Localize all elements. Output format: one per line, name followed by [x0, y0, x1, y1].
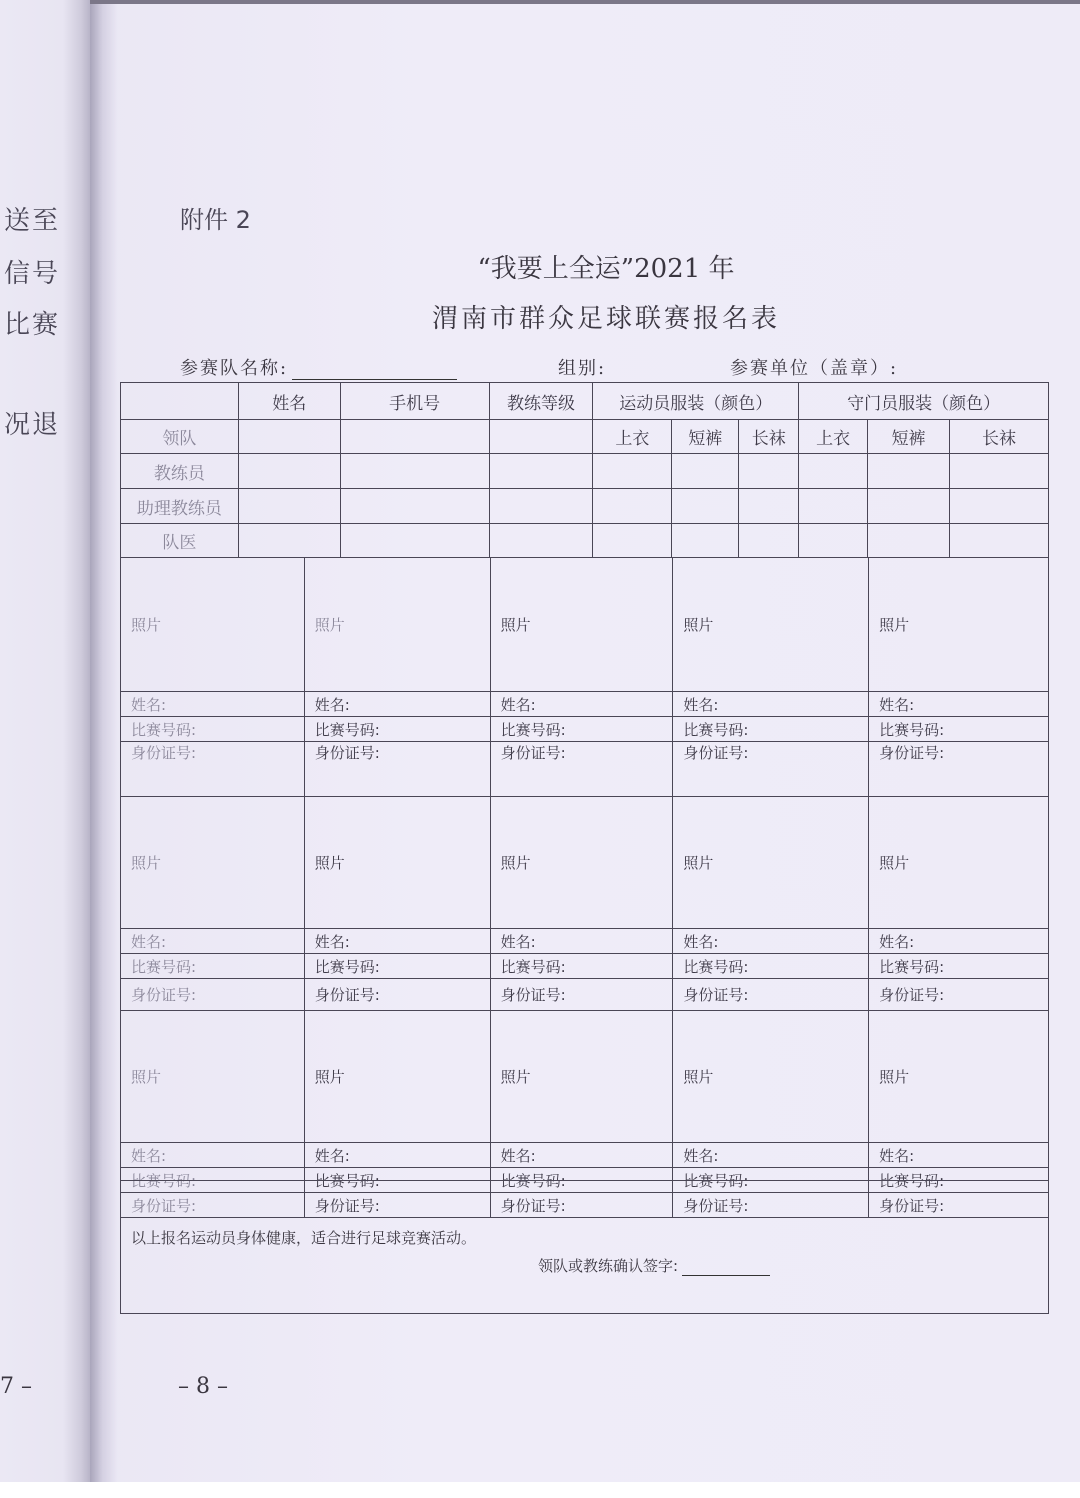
player-name-field[interactable]: 姓名:: [304, 692, 490, 717]
player-name-field[interactable]: 姓名:: [304, 929, 490, 954]
cell[interactable]: [238, 454, 340, 489]
cell[interactable]: [340, 454, 489, 489]
staff-table: [120, 382, 1049, 558]
cell[interactable]: [340, 524, 489, 558]
id-number-field[interactable]: 身份证号:: [121, 1193, 305, 1218]
sub-header-shorts: 短裤: [868, 420, 950, 454]
cell[interactable]: [950, 489, 1049, 524]
photo-cell[interactable]: 照片: [490, 558, 673, 692]
match-number-field[interactable]: 比赛号码:: [869, 1168, 1049, 1193]
cell[interactable]: [593, 524, 672, 558]
signature-blank[interactable]: [682, 1261, 770, 1276]
photo-cell[interactable]: 照片: [673, 797, 869, 929]
match-number-field[interactable]: 比赛号码:: [673, 954, 869, 979]
cell[interactable]: [593, 489, 672, 524]
cell[interactable]: [799, 454, 868, 489]
cell[interactable]: [672, 454, 739, 489]
previous-page-text: 况退: [4, 410, 61, 440]
team-name-label: 参赛队名称:: [180, 358, 289, 379]
header-keeper-kit: 守门员服装（颜色）: [799, 383, 1049, 420]
match-number-field[interactable]: 比赛号码:: [121, 717, 305, 742]
title-line-1: “我要上全运”2021 年: [477, 254, 735, 284]
cell[interactable]: [672, 524, 739, 558]
player-name-field[interactable]: 姓名:: [121, 929, 305, 954]
player-name-field[interactable]: 姓名:: [121, 1143, 305, 1168]
match-number-field[interactable]: 比赛号码:: [121, 1168, 305, 1193]
cell[interactable]: [489, 420, 593, 454]
player-name-field[interactable]: 姓名:: [673, 929, 869, 954]
page-number: – 8 –: [178, 1374, 228, 1399]
sub-header-shorts: 短裤: [672, 420, 739, 454]
photo-cell[interactable]: 照片: [490, 797, 673, 929]
photo-cell[interactable]: 照片: [869, 1011, 1049, 1143]
match-number-field[interactable]: 比赛号码:: [869, 717, 1049, 742]
cell[interactable]: [868, 454, 950, 489]
cell[interactable]: [868, 524, 950, 558]
id-number-field[interactable]: 身份证号:: [673, 979, 869, 1011]
match-number-field[interactable]: 比赛号码:: [121, 954, 305, 979]
id-number-field[interactable]: 身份证号:: [490, 979, 673, 1011]
match-number-field[interactable]: 比赛号码:: [304, 717, 490, 742]
id-number-field[interactable]: 身份证号:: [304, 979, 490, 1011]
photo-cell[interactable]: 照片: [121, 797, 305, 929]
cell[interactable]: [739, 489, 799, 524]
player-name-field[interactable]: 姓名:: [490, 1143, 673, 1168]
header-player-kit: 运动员服装（颜色）: [593, 383, 799, 420]
header-phone: 手机号: [340, 383, 489, 420]
cell[interactable]: [238, 524, 340, 558]
photo-cell[interactable]: 照片: [869, 797, 1049, 929]
row-label-assistant-coach: 助理教练员: [121, 489, 239, 524]
sub-header-shirt: 上衣: [799, 420, 868, 454]
sub-header-shirt: 上衣: [593, 420, 672, 454]
title-line-2: 渭南市群众足球联赛报名表: [431, 304, 780, 334]
id-number-field[interactable]: 身份证号:: [121, 742, 305, 797]
cell[interactable]: [489, 454, 593, 489]
photo-cell[interactable]: 照片: [673, 1011, 869, 1143]
match-number-field[interactable]: 比赛号码:: [673, 1168, 869, 1193]
cell[interactable]: [489, 489, 593, 524]
id-number-field[interactable]: 身份证号:: [490, 1193, 673, 1218]
photo-cell[interactable]: 照片: [121, 1011, 305, 1143]
cell[interactable]: [950, 524, 1049, 558]
row-label-team-doctor: 队医: [121, 524, 239, 558]
id-number-field[interactable]: 身份证号:: [121, 979, 305, 1011]
id-number-field[interactable]: 身份证号:: [490, 742, 673, 797]
player-name-field[interactable]: 姓名:: [869, 929, 1049, 954]
signature-field[interactable]: [538, 1255, 770, 1276]
cell[interactable]: [238, 489, 340, 524]
player-name-field[interactable]: 姓名:: [490, 929, 673, 954]
id-number-field[interactable]: 身份证号:: [869, 742, 1049, 797]
cell[interactable]: [593, 454, 672, 489]
match-number-field[interactable]: 比赛号码:: [673, 717, 869, 742]
match-number-field[interactable]: 比赛号码:: [490, 1168, 673, 1193]
attachment-label: 附件 2: [180, 206, 251, 234]
player-name-field[interactable]: 姓名:: [304, 1143, 490, 1168]
match-number-field[interactable]: 比赛号码:: [490, 717, 673, 742]
cell[interactable]: [799, 524, 868, 558]
confirmation-box: [120, 1180, 1049, 1314]
cell[interactable]: [739, 454, 799, 489]
match-number-field[interactable]: 比赛号码:: [304, 954, 490, 979]
cell[interactable]: [868, 489, 950, 524]
photo-cell[interactable]: 照片: [304, 558, 490, 692]
player-name-field[interactable]: 姓名:: [869, 692, 1049, 717]
player-name-field[interactable]: 姓名:: [121, 692, 305, 717]
player-name-field[interactable]: 姓名:: [490, 692, 673, 717]
group-label: 组别:: [558, 358, 607, 379]
previous-page-text: 送至: [4, 206, 61, 236]
id-number-field[interactable]: 身份证号:: [304, 742, 490, 797]
cell[interactable]: [489, 524, 593, 558]
match-number-field[interactable]: 比赛号码:: [490, 954, 673, 979]
page-gutter-shadow: [90, 0, 118, 1482]
id-number-field[interactable]: 身份证号:: [673, 1193, 869, 1218]
player-name-field[interactable]: 姓名:: [673, 1143, 869, 1168]
photo-cell[interactable]: 照片: [304, 1011, 490, 1143]
header-name: 姓名: [238, 383, 340, 420]
match-number-field[interactable]: 比赛号码:: [869, 954, 1049, 979]
photo-cell[interactable]: 照片: [673, 558, 869, 692]
match-number-field[interactable]: 比赛号码:: [304, 1168, 490, 1193]
player-name-field[interactable]: 姓名:: [869, 1143, 1049, 1168]
cell[interactable]: [950, 454, 1049, 489]
player-name-field[interactable]: 姓名:: [673, 692, 869, 717]
photo-cell[interactable]: 照片: [121, 558, 305, 692]
id-number-field[interactable]: 身份证号:: [304, 1193, 490, 1218]
team-name-blank[interactable]: [292, 361, 457, 380]
cell[interactable]: [799, 489, 868, 524]
previous-page-number: 7 –: [0, 1374, 32, 1399]
id-number-field[interactable]: 身份证号:: [673, 742, 869, 797]
team-name-field[interactable]: [180, 354, 457, 380]
photo-cell[interactable]: 照片: [490, 1011, 673, 1143]
health-statement: 以上报名运动员身体健康，适合进行足球竞赛活动。: [131, 1229, 477, 1247]
row-label-coach: 教练员: [121, 454, 239, 489]
cell[interactable]: [672, 489, 739, 524]
id-number-field[interactable]: 身份证号:: [869, 1193, 1049, 1218]
page-top-edge: [90, 0, 1080, 4]
player-table: [120, 557, 1049, 1218]
sub-header-socks: 长袜: [950, 420, 1049, 454]
cell[interactable]: [739, 524, 799, 558]
unit-stamp-label: 参赛单位（盖章）:: [730, 358, 899, 379]
cell[interactable]: [340, 420, 489, 454]
signature-label: 领队或教练确认签字:: [538, 1257, 679, 1275]
cell[interactable]: [340, 489, 489, 524]
id-number-field[interactable]: 身份证号:: [869, 979, 1049, 1011]
sub-header-socks: 长袜: [739, 420, 799, 454]
previous-page-text: 比赛: [4, 310, 61, 340]
row-label-leader: 领队: [121, 420, 239, 454]
previous-page-text: 信号: [4, 259, 61, 289]
header-coach-level: 教练等级: [489, 383, 593, 420]
photo-cell[interactable]: 照片: [304, 797, 490, 929]
header-blank: [121, 383, 239, 420]
photo-cell[interactable]: 照片: [869, 558, 1049, 692]
cell[interactable]: [238, 420, 340, 454]
